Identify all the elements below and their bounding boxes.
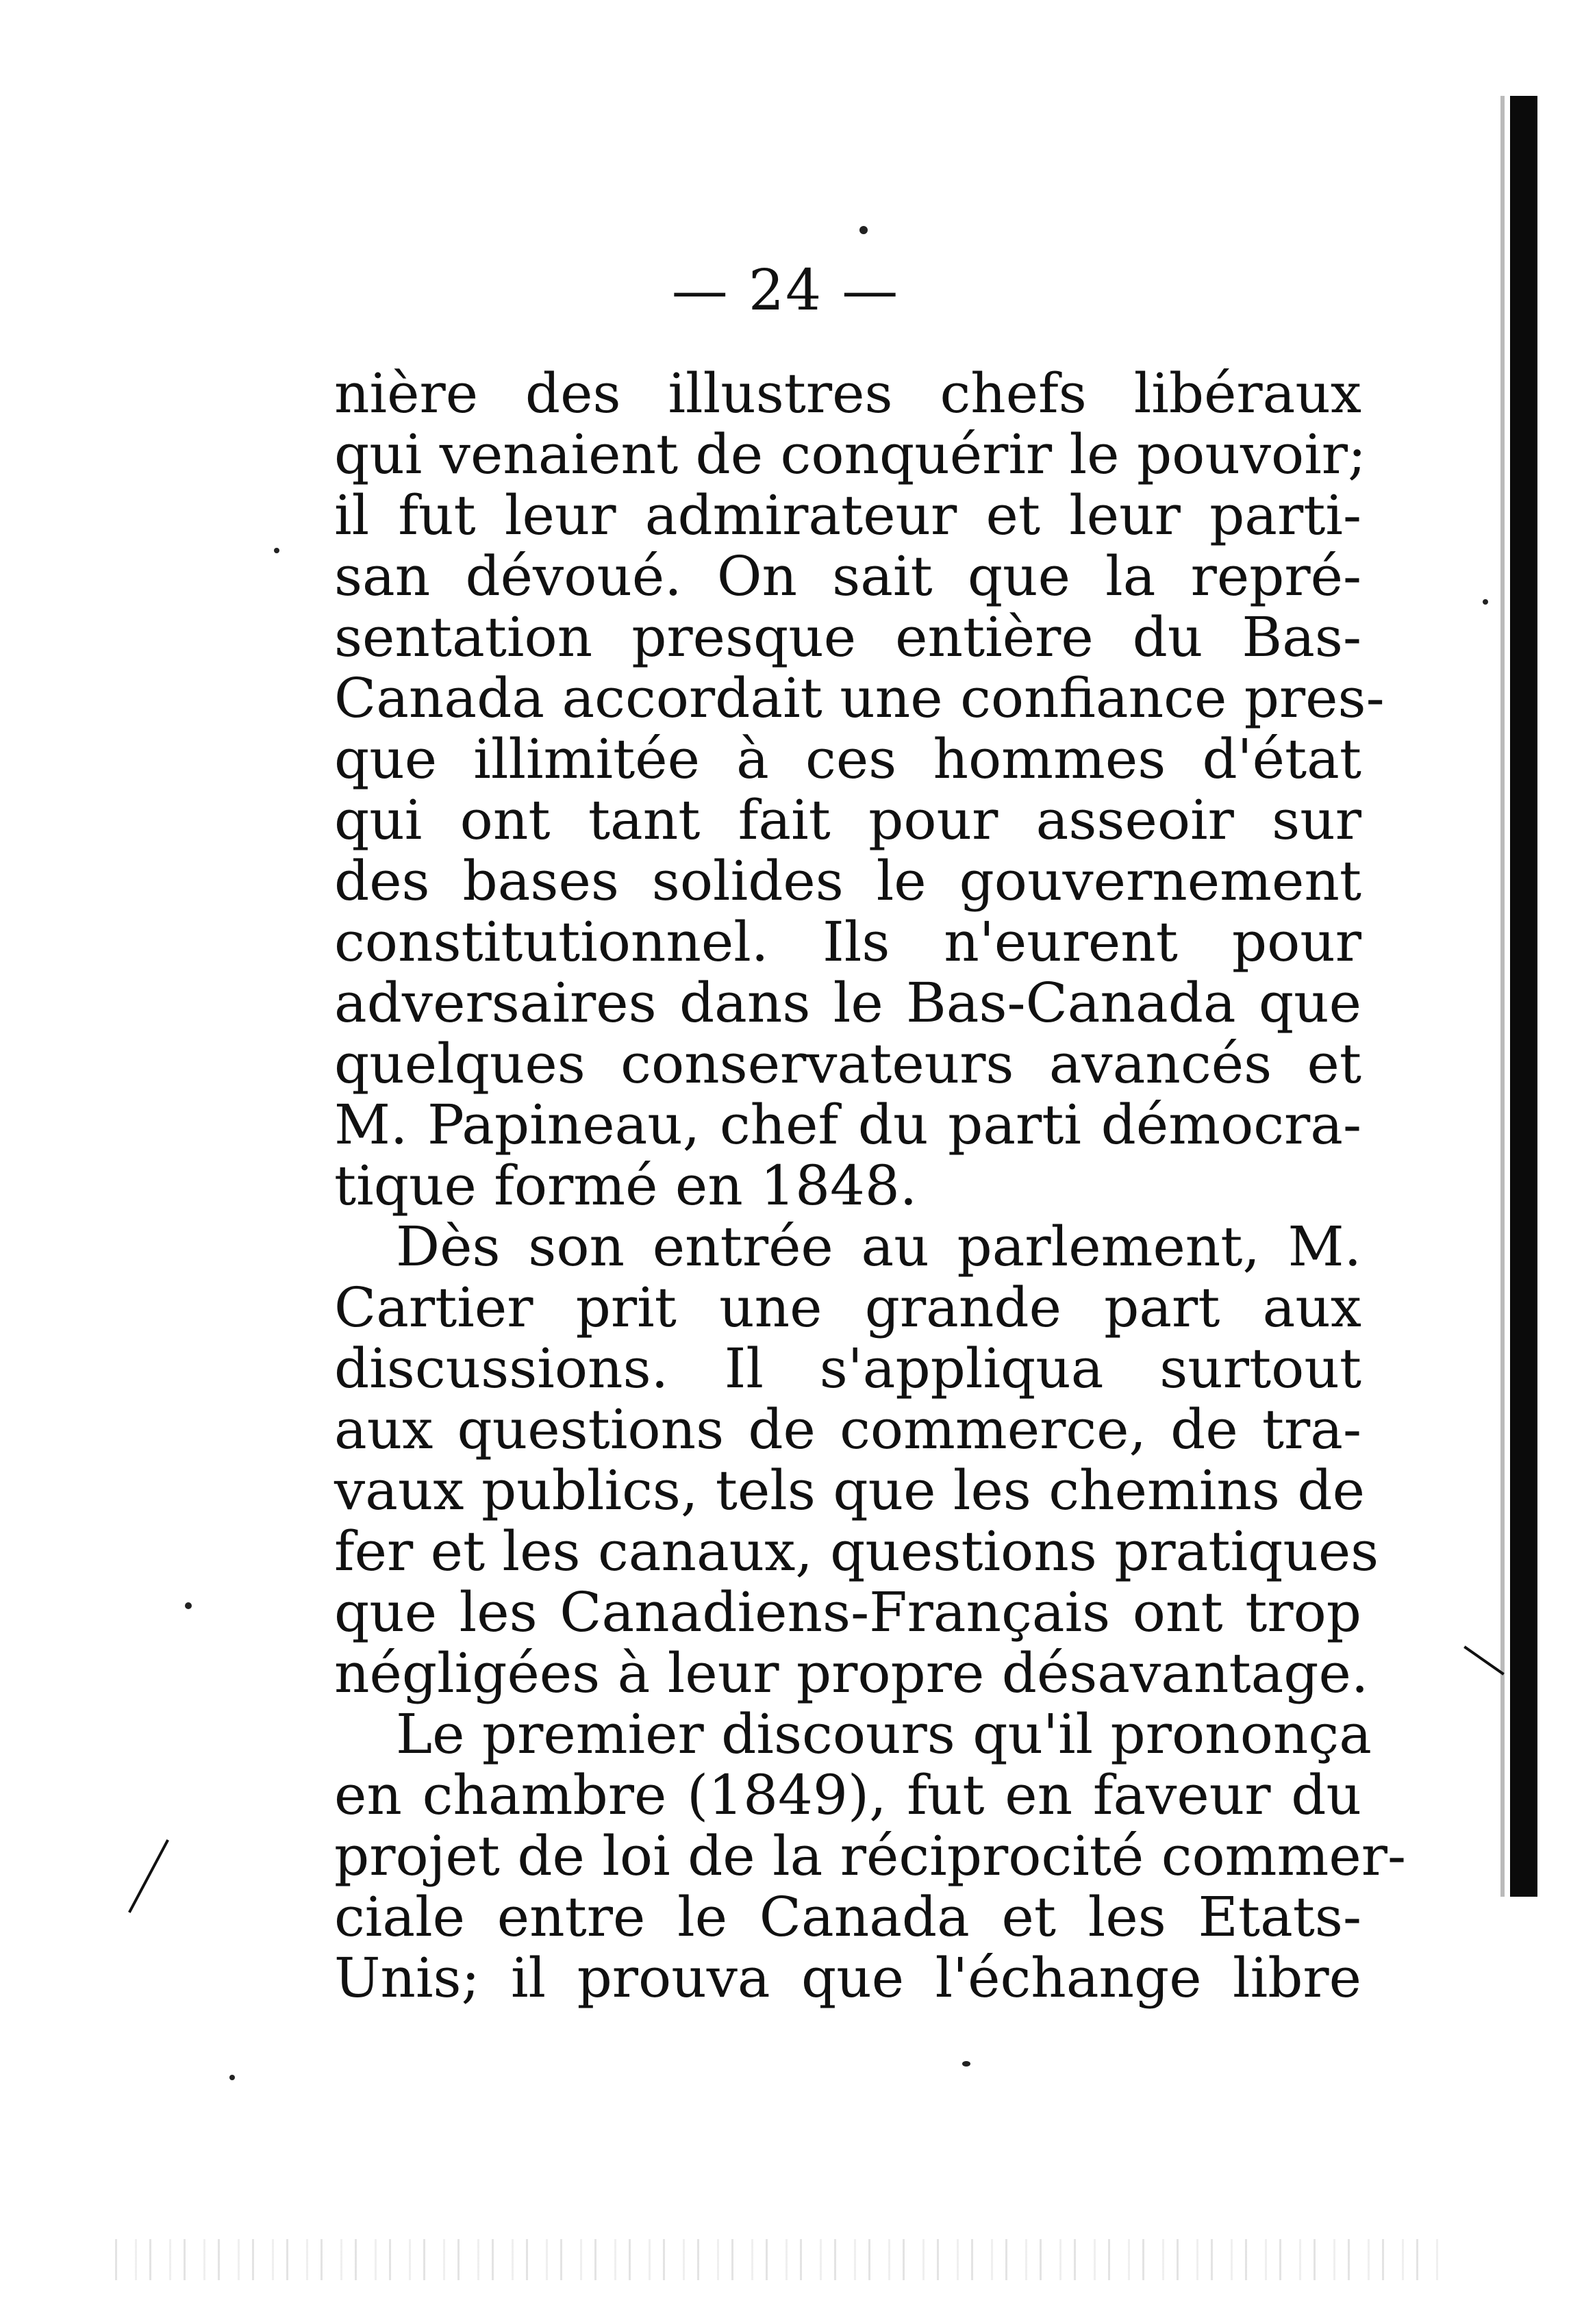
text-line: Cartier prit une grande part aux: [334, 1276, 1361, 1339]
scan-mark: [1463, 1645, 1505, 1675]
text-line: il fut leur admirateur et leur parti-: [334, 483, 1361, 547]
text-line: vaux publics, tels que les chemins de: [334, 1458, 1365, 1522]
text-line: nière des illustres chefs libéraux: [334, 362, 1361, 425]
page-number: — 24 —: [671, 258, 900, 323]
scan-speck: [962, 2061, 970, 2067]
text-line: qui venaient de conquérir le pouvoir;: [334, 422, 1366, 486]
text-line: ciale entre le Canada et les Etats-: [334, 1885, 1361, 1949]
text-line: que illimitée à ces hommes d'état: [334, 727, 1361, 791]
scan-speck: [185, 1602, 192, 1609]
text-line: projet de loi de la réciprocité commer-: [334, 1824, 1406, 1888]
binding-edge: [1510, 96, 1537, 1897]
text-line: négligées à leur propre désavantage.: [334, 1641, 1369, 1705]
scan-mark: [128, 1839, 169, 1913]
text-line: discussions. Il s'appliqua surtout: [334, 1337, 1361, 1400]
scan-speck: [1483, 599, 1488, 605]
text-line: san dévoué. On sait que la repré-: [334, 544, 1361, 608]
text-line: en chambre (1849), fut en faveur du: [334, 1763, 1361, 1827]
text-line: adversaires dans le Bas-Canada que: [334, 971, 1361, 1035]
text-line: constitutionnel. Ils n'eurent pour: [334, 910, 1361, 974]
scan-speck: [859, 226, 868, 234]
text-line: quelques conservateurs avancés et: [334, 1032, 1361, 1096]
body-text: [334, 362, 1406, 2010]
text-line: fer et les canaux, questions pratiques: [334, 1519, 1379, 1583]
scan-speck: [274, 548, 279, 553]
text-line: M. Papineau, chef du parti démocra-: [334, 1093, 1361, 1157]
text-line: que les Canadiens-Français ont trop: [334, 1580, 1361, 1644]
scan-noise: [103, 2239, 1445, 2280]
paragraph-start-line: Dès son entrée au parlement, M.: [396, 1215, 1361, 1278]
scan-speck: [229, 2075, 235, 2080]
text-line: Unis; il prouva que l'échange libre: [334, 1946, 1361, 2010]
text-line: tique formé en 1848.: [334, 1154, 918, 1217]
text-line: aux questions de commerce, de tra-: [334, 1398, 1361, 1461]
text-line: sentation presque entière du Bas-: [334, 605, 1361, 669]
text-line: Canada accordait une confiance pres-: [334, 666, 1385, 730]
text-line: des bases solides le gouvernement: [334, 849, 1361, 913]
text-line: qui ont tant fait pour asseoir sur: [334, 788, 1361, 852]
paragraph-start-line: Le premier discours qu'il prononça: [396, 1702, 1372, 1766]
